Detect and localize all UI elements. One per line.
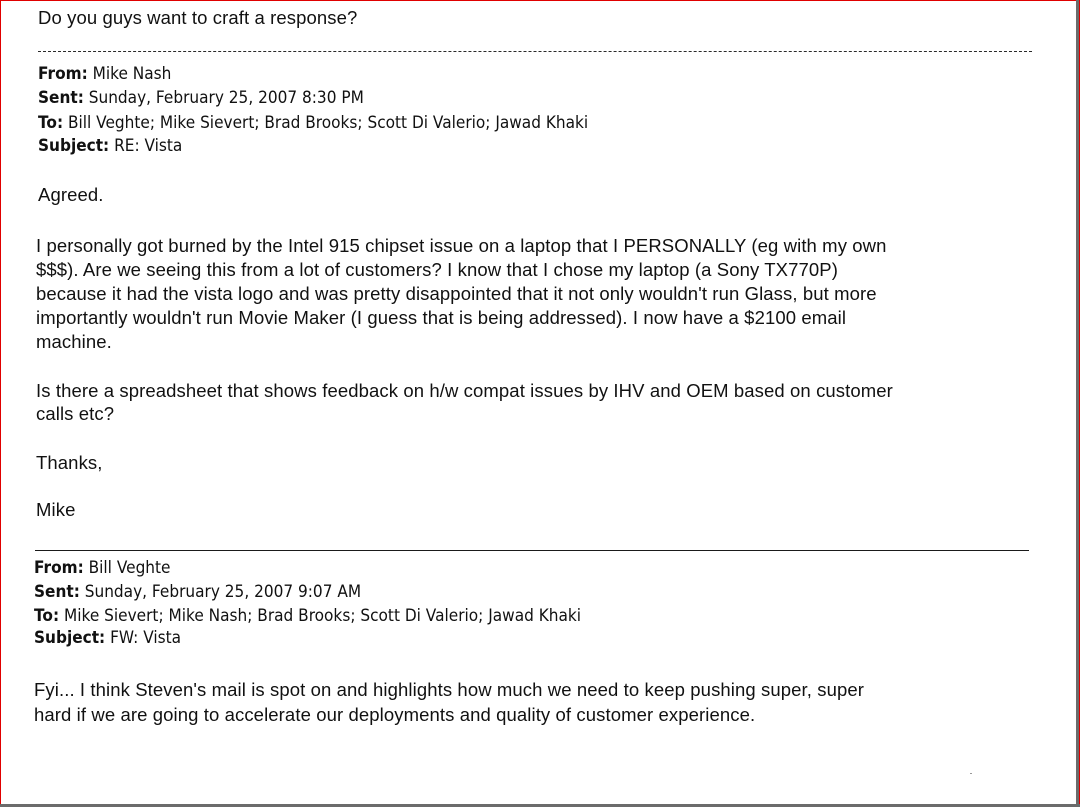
msg2-to-label: To: bbox=[34, 606, 60, 625]
msg2-para1-line2: hard if we are going to accelerate our deployments and quality of customer experience. bbox=[34, 704, 756, 725]
msg2-subject-line bbox=[34, 626, 181, 649]
msg2-sent-label: Sent: bbox=[34, 582, 80, 601]
msg1-from-value: Mike Nash bbox=[92, 64, 172, 83]
msg1-greeting: Agreed. bbox=[38, 184, 104, 205]
msg2-sent-line bbox=[34, 580, 361, 603]
msg1-subject-line bbox=[38, 134, 182, 157]
intro-line: Do you guys want to craft a response? bbox=[38, 7, 358, 28]
msg1-sent-value: Sunday, February 25, 2007 8:30 PM bbox=[88, 88, 364, 107]
msg2-from-label: From: bbox=[34, 558, 84, 577]
msg1-closing: Thanks, bbox=[36, 452, 103, 473]
msg1-to-value: Bill Veghte; Mike Sievert; Brad Brooks; Scott Di Valerio; Jawad Khaki bbox=[67, 113, 589, 132]
scan-speck bbox=[970, 773, 972, 774]
msg2-sent-value: Sunday, February 25, 2007 9:07 AM bbox=[84, 582, 362, 601]
msg2-para1-line1: Fyi... I think Steven's mail is spot on and highlights how much we need to keep pushing super, super bbox=[34, 679, 865, 700]
msg2-to-value: Mike Sievert; Mike Nash; Brad Brooks; Scott Di Valerio; Jawad Khaki bbox=[63, 606, 582, 625]
msg1-para1-line2: $$$). Are we seeing this from a lot of customers? I know that I chose my laptop (a Sony TX770P) bbox=[36, 259, 838, 280]
msg1-subject-value: RE: Vista bbox=[114, 136, 183, 155]
msg1-para1-line5: machine. bbox=[36, 331, 112, 352]
msg1-sent-line bbox=[38, 86, 364, 109]
msg1-from-line bbox=[38, 62, 171, 85]
msg1-para1-line3: because it had the vista logo and was pretty disappointed that it not only wouldn't run Glass, but more bbox=[36, 283, 877, 304]
message-divider-top bbox=[38, 51, 1032, 52]
msg1-sent-label: Sent: bbox=[38, 88, 84, 107]
msg1-to-line bbox=[38, 111, 588, 134]
msg2-subject-label: Subject: bbox=[34, 628, 106, 647]
msg2-to-line bbox=[34, 604, 581, 627]
msg2-from-value: Bill Veghte bbox=[88, 558, 171, 577]
msg1-para2-line1: Is there a spreadsheet that shows feedback on h/w compat issues by IHV and OEM based on customer bbox=[36, 380, 893, 401]
page-shadow-right bbox=[1076, 0, 1079, 806]
msg1-para2-line2: calls etc? bbox=[36, 403, 115, 424]
msg1-para1-line4: importantly wouldn't run Movie Maker (I guess that is being addressed). I now have a $2100 email bbox=[36, 307, 847, 328]
msg1-signature: Mike bbox=[36, 499, 76, 520]
msg1-para1-line1: I personally got burned by the Intel 915 chipset issue on a laptop that I PERSONALLY (eg with my own bbox=[36, 235, 887, 256]
msg1-subject-label: Subject: bbox=[38, 136, 110, 155]
msg2-subject-value: FW: Vista bbox=[110, 628, 182, 647]
message-divider-middle bbox=[35, 550, 1029, 551]
msg2-from-line bbox=[34, 556, 170, 579]
msg1-from-label: From: bbox=[38, 64, 88, 83]
msg1-to-label: To: bbox=[38, 113, 64, 132]
